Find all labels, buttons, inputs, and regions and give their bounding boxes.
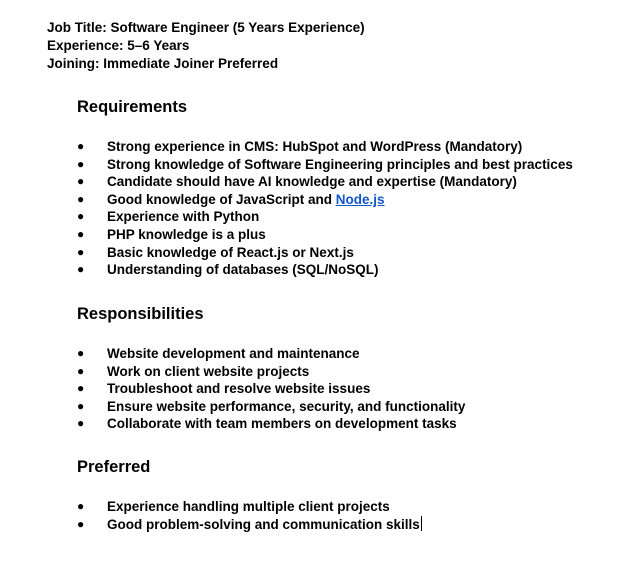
bullet-icon: ● xyxy=(77,244,85,259)
list-item-text: Good knowledge of JavaScript and xyxy=(107,191,336,207)
list-item xyxy=(77,138,573,156)
list-item xyxy=(77,208,573,226)
list-item-text: Experience handling multiple client projects xyxy=(107,499,390,514)
bullet-icon: ● xyxy=(77,191,85,206)
preferred-heading: Preferred xyxy=(77,458,151,476)
list-item xyxy=(77,498,422,516)
list-item-text: Good problem-solving and communication skills xyxy=(107,516,420,532)
requirements-list xyxy=(77,138,573,279)
list-item xyxy=(77,415,465,433)
bullet-icon: ● xyxy=(77,139,85,153)
joining-line: Joining: Immediate Joiner Preferred xyxy=(47,56,279,71)
requirements-heading: Requirements xyxy=(77,98,188,116)
list-item xyxy=(77,156,573,174)
list-item xyxy=(77,261,573,279)
text-cursor xyxy=(421,516,422,531)
bullet-icon: ● xyxy=(77,209,85,224)
list-item-text: Candidate should have AI knowledge and expertise (Mandatory) xyxy=(107,174,517,190)
responsibilities-section xyxy=(77,304,465,433)
bullet-icon: ● xyxy=(77,499,85,513)
responsibilities-list xyxy=(77,345,465,433)
preferred-list xyxy=(77,498,422,533)
list-item-text: Understanding of databases (SQL/NoSQL) xyxy=(107,262,379,278)
list-item-text: Website development and maintenance xyxy=(107,346,360,361)
list-item-text: PHP knowledge is a plus xyxy=(107,226,266,242)
bullet-icon: ● xyxy=(77,346,85,360)
bullet-icon: ● xyxy=(77,363,85,378)
experience-line: Experience: 5–6 Years xyxy=(47,38,190,53)
bullet-icon: ● xyxy=(77,516,85,531)
list-item xyxy=(77,363,465,381)
list-item-text: Strong experience in CMS: HubSpot and WordPress (Mandatory) xyxy=(107,139,523,154)
bullet-icon: ● xyxy=(77,416,85,431)
requirements-section xyxy=(77,97,573,279)
list-item-text: Collaborate with team members on development tasks xyxy=(107,416,457,432)
list-item xyxy=(77,345,465,363)
list-item-text: Basic knowledge of React.js or Next.js xyxy=(107,244,354,260)
list-item-text: Troubleshoot and resolve website issues xyxy=(107,381,371,397)
list-item xyxy=(77,380,465,398)
bullet-icon: ● xyxy=(77,398,85,413)
list-item xyxy=(77,226,573,244)
job-title-line: Job Title: Software Engineer (5 Years Experience) xyxy=(47,20,365,35)
bullet-icon: ● xyxy=(77,156,85,171)
job-header xyxy=(47,19,365,73)
list-item-text: Work on client website projects xyxy=(107,363,310,379)
list-item xyxy=(77,191,573,209)
bullet-icon: ● xyxy=(77,174,85,189)
list-item xyxy=(77,173,573,191)
list-item-text: Ensure website performance, security, and functionality xyxy=(107,398,466,414)
responsibilities-heading: Responsibilities xyxy=(77,305,204,323)
list-item xyxy=(77,398,465,416)
list-item[interactable] xyxy=(77,516,422,534)
list-item xyxy=(77,244,573,262)
list-item-text: Strong knowledge of Software Engineering principles and best practices xyxy=(107,156,573,172)
list-item-text: Experience with Python xyxy=(107,209,260,225)
nodejs-link[interactable]: Node.js xyxy=(335,191,385,207)
preferred-section xyxy=(77,457,422,533)
bullet-icon: ● xyxy=(77,262,85,277)
bullet-icon: ● xyxy=(77,381,85,396)
bullet-icon: ● xyxy=(77,226,85,241)
